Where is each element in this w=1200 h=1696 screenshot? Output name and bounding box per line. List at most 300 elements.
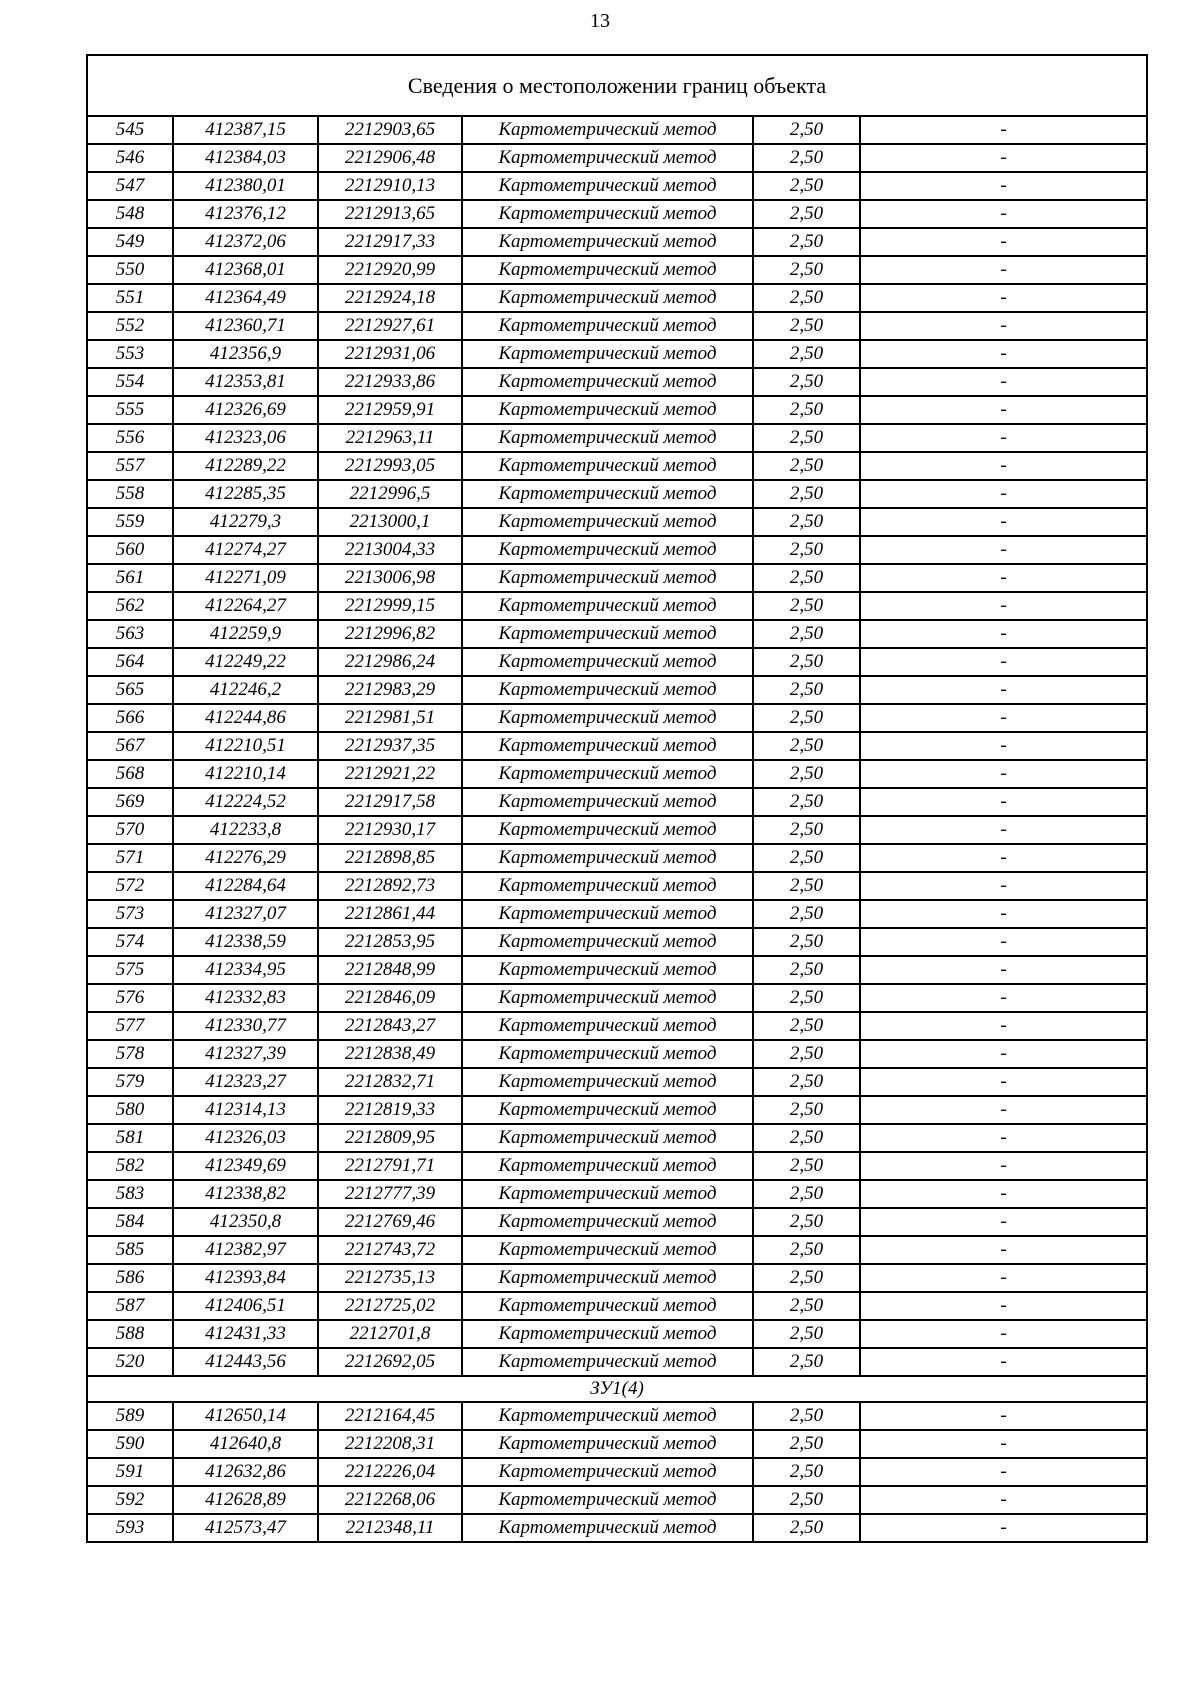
accuracy-cell: 2,50: [753, 1514, 860, 1542]
accuracy-cell: 2,50: [753, 1458, 860, 1486]
table-row: [87, 900, 1147, 928]
note-cell: -: [860, 1040, 1147, 1068]
x-coordinate-cell: 412387,15: [173, 116, 318, 144]
accuracy-cell: 2,50: [753, 1096, 860, 1124]
accuracy-cell: 2,50: [753, 1124, 860, 1152]
x-coordinate-cell: 412393,84: [173, 1264, 318, 1292]
x-coordinate-cell: 412640,8: [173, 1430, 318, 1458]
method-cell: Картометрический метод: [462, 1152, 753, 1180]
point-number-cell: 569: [87, 788, 173, 816]
y-coordinate-cell: 2212933,86: [318, 368, 462, 396]
method-cell: Картометрический метод: [462, 1180, 753, 1208]
x-coordinate-cell: 412284,64: [173, 872, 318, 900]
method-cell: Картометрический метод: [462, 396, 753, 424]
y-coordinate-cell: 2212846,09: [318, 984, 462, 1012]
method-cell: Картометрический метод: [462, 1348, 753, 1376]
note-cell: -: [860, 1180, 1147, 1208]
y-coordinate-cell: 2212809,95: [318, 1124, 462, 1152]
note-cell: -: [860, 788, 1147, 816]
point-number-cell: 563: [87, 620, 173, 648]
note-cell: -: [860, 760, 1147, 788]
x-coordinate-cell: 412259,9: [173, 620, 318, 648]
x-coordinate-cell: 412334,95: [173, 956, 318, 984]
note-cell: -: [860, 1068, 1147, 1096]
y-coordinate-cell: 2212963,11: [318, 424, 462, 452]
x-coordinate-cell: 412327,39: [173, 1040, 318, 1068]
point-number-cell: 562: [87, 592, 173, 620]
point-number-cell: 590: [87, 1430, 173, 1458]
point-number-cell: 560: [87, 536, 173, 564]
point-number-cell: 591: [87, 1458, 173, 1486]
method-cell: Картометрический метод: [462, 1430, 753, 1458]
x-coordinate-cell: 412632,86: [173, 1458, 318, 1486]
note-cell: -: [860, 1514, 1147, 1542]
x-coordinate-cell: 412332,83: [173, 984, 318, 1012]
accuracy-cell: 2,50: [753, 956, 860, 984]
point-number-cell: 549: [87, 228, 173, 256]
note-cell: -: [860, 480, 1147, 508]
point-number-cell: 576: [87, 984, 173, 1012]
x-coordinate-cell: 412360,71: [173, 312, 318, 340]
x-coordinate-cell: 412327,07: [173, 900, 318, 928]
note-cell: -: [860, 424, 1147, 452]
y-coordinate-cell: 2213000,1: [318, 508, 462, 536]
x-coordinate-cell: 412330,77: [173, 1012, 318, 1040]
y-coordinate-cell: 2212917,58: [318, 788, 462, 816]
accuracy-cell: 2,50: [753, 984, 860, 1012]
x-coordinate-cell: 412274,27: [173, 536, 318, 564]
x-coordinate-cell: 412323,27: [173, 1068, 318, 1096]
method-cell: Картометрический метод: [462, 872, 753, 900]
point-number-cell: 593: [87, 1514, 173, 1542]
note-cell: -: [860, 1152, 1147, 1180]
method-cell: Картометрический метод: [462, 704, 753, 732]
y-coordinate-cell: 2212924,18: [318, 284, 462, 312]
accuracy-cell: 2,50: [753, 1152, 860, 1180]
table-row: [87, 1514, 1147, 1542]
point-number-cell: 553: [87, 340, 173, 368]
x-coordinate-cell: 412246,2: [173, 676, 318, 704]
accuracy-cell: 2,50: [753, 1040, 860, 1068]
table-row: [87, 1068, 1147, 1096]
table-row: [87, 480, 1147, 508]
note-cell: -: [860, 172, 1147, 200]
y-coordinate-cell: 2212913,65: [318, 200, 462, 228]
table-row: [87, 144, 1147, 172]
note-cell: -: [860, 1236, 1147, 1264]
point-number-cell: 570: [87, 816, 173, 844]
y-coordinate-cell: 2212906,48: [318, 144, 462, 172]
y-coordinate-cell: 2212725,02: [318, 1292, 462, 1320]
method-cell: Картометрический метод: [462, 956, 753, 984]
point-number-cell: 557: [87, 452, 173, 480]
y-coordinate-cell: 2212268,06: [318, 1486, 462, 1514]
accuracy-cell: 2,50: [753, 1430, 860, 1458]
y-coordinate-cell: 2212993,05: [318, 452, 462, 480]
table-row: [87, 1264, 1147, 1292]
table-row: [87, 1292, 1147, 1320]
x-coordinate-cell: 412443,56: [173, 1348, 318, 1376]
x-coordinate-cell: 412210,14: [173, 760, 318, 788]
table-row: [87, 676, 1147, 704]
accuracy-cell: 2,50: [753, 872, 860, 900]
x-coordinate-cell: 412628,89: [173, 1486, 318, 1514]
note-cell: -: [860, 116, 1147, 144]
table-row: [87, 536, 1147, 564]
method-cell: Картометрический метод: [462, 1402, 753, 1430]
accuracy-cell: 2,50: [753, 536, 860, 564]
accuracy-cell: 2,50: [753, 480, 860, 508]
y-coordinate-cell: 2212838,49: [318, 1040, 462, 1068]
point-number-cell: 580: [87, 1096, 173, 1124]
y-coordinate-cell: 2212735,13: [318, 1264, 462, 1292]
x-coordinate-cell: 412210,51: [173, 732, 318, 760]
y-coordinate-cell: 2212986,24: [318, 648, 462, 676]
table-row: [87, 368, 1147, 396]
method-cell: Картометрический метод: [462, 676, 753, 704]
y-coordinate-cell: 2212769,46: [318, 1208, 462, 1236]
accuracy-cell: 2,50: [753, 228, 860, 256]
note-cell: -: [860, 368, 1147, 396]
accuracy-cell: 2,50: [753, 592, 860, 620]
accuracy-cell: 2,50: [753, 368, 860, 396]
point-number-cell: 567: [87, 732, 173, 760]
accuracy-cell: 2,50: [753, 1180, 860, 1208]
table-row: [87, 1124, 1147, 1152]
point-number-cell: 566: [87, 704, 173, 732]
method-cell: Картометрический метод: [462, 1320, 753, 1348]
method-cell: Картометрический метод: [462, 1264, 753, 1292]
y-coordinate-cell: 2212777,39: [318, 1180, 462, 1208]
accuracy-cell: 2,50: [753, 1402, 860, 1430]
accuracy-cell: 2,50: [753, 760, 860, 788]
method-cell: Картометрический метод: [462, 144, 753, 172]
note-cell: -: [860, 1124, 1147, 1152]
y-coordinate-cell: 2212853,95: [318, 928, 462, 956]
method-cell: Картометрический метод: [462, 536, 753, 564]
accuracy-cell: 2,50: [753, 816, 860, 844]
table-row: [87, 116, 1147, 144]
y-coordinate-cell: 2212917,33: [318, 228, 462, 256]
x-coordinate-cell: 412573,47: [173, 1514, 318, 1542]
x-coordinate-cell: 412376,12: [173, 200, 318, 228]
y-coordinate-cell: 2212999,15: [318, 592, 462, 620]
table-row: [87, 1152, 1147, 1180]
y-coordinate-cell: 2212791,71: [318, 1152, 462, 1180]
note-cell: -: [860, 256, 1147, 284]
x-coordinate-cell: 412264,27: [173, 592, 318, 620]
table-row: [87, 928, 1147, 956]
accuracy-cell: 2,50: [753, 452, 860, 480]
point-number-cell: 555: [87, 396, 173, 424]
table-row: [87, 704, 1147, 732]
y-coordinate-cell: 2212832,71: [318, 1068, 462, 1096]
method-cell: Картометрический метод: [462, 1458, 753, 1486]
accuracy-cell: 2,50: [753, 1236, 860, 1264]
note-cell: -: [860, 1012, 1147, 1040]
method-cell: Картометрический метод: [462, 368, 753, 396]
accuracy-cell: 2,50: [753, 1208, 860, 1236]
point-number-cell: 545: [87, 116, 173, 144]
table-row: [87, 1040, 1147, 1068]
y-coordinate-cell: 2212910,13: [318, 172, 462, 200]
accuracy-cell: 2,50: [753, 900, 860, 928]
table-row: [87, 1458, 1147, 1486]
y-coordinate-cell: 2212927,61: [318, 312, 462, 340]
note-cell: -: [860, 984, 1147, 1012]
method-cell: Картометрический метод: [462, 788, 753, 816]
point-number-cell: 584: [87, 1208, 173, 1236]
table-row: [87, 1096, 1147, 1124]
point-number-cell: 551: [87, 284, 173, 312]
method-cell: Картометрический метод: [462, 620, 753, 648]
note-cell: -: [860, 452, 1147, 480]
accuracy-cell: 2,50: [753, 620, 860, 648]
table-row: [87, 1430, 1147, 1458]
point-number-cell: 554: [87, 368, 173, 396]
table-row: [87, 1208, 1147, 1236]
note-cell: -: [860, 340, 1147, 368]
method-cell: Картометрический метод: [462, 1486, 753, 1514]
note-cell: -: [860, 620, 1147, 648]
y-coordinate-cell: 2212164,45: [318, 1402, 462, 1430]
table-row: [87, 1320, 1147, 1348]
y-coordinate-cell: 2212996,82: [318, 620, 462, 648]
y-coordinate-cell: 2212931,06: [318, 340, 462, 368]
y-coordinate-cell: 2212848,99: [318, 956, 462, 984]
method-cell: Картометрический метод: [462, 760, 753, 788]
accuracy-cell: 2,50: [753, 116, 860, 144]
table-row: [87, 1180, 1147, 1208]
x-coordinate-cell: 412368,01: [173, 256, 318, 284]
table-row: [87, 816, 1147, 844]
method-cell: Картометрический метод: [462, 1012, 753, 1040]
method-cell: Картометрический метод: [462, 424, 753, 452]
x-coordinate-cell: 412353,81: [173, 368, 318, 396]
x-coordinate-cell: 412244,86: [173, 704, 318, 732]
note-cell: -: [860, 228, 1147, 256]
table-row: [87, 564, 1147, 592]
point-number-cell: 574: [87, 928, 173, 956]
x-coordinate-cell: 412350,8: [173, 1208, 318, 1236]
x-coordinate-cell: 412338,82: [173, 1180, 318, 1208]
accuracy-cell: 2,50: [753, 928, 860, 956]
x-coordinate-cell: 412279,3: [173, 508, 318, 536]
method-cell: Картометрический метод: [462, 1236, 753, 1264]
method-cell: Картометрический метод: [462, 312, 753, 340]
accuracy-cell: 2,50: [753, 1292, 860, 1320]
accuracy-cell: 2,50: [753, 256, 860, 284]
x-coordinate-cell: 412372,06: [173, 228, 318, 256]
x-coordinate-cell: 412650,14: [173, 1402, 318, 1430]
accuracy-cell: 2,50: [753, 1264, 860, 1292]
y-coordinate-cell: 2212959,91: [318, 396, 462, 424]
table-row: [87, 172, 1147, 200]
x-coordinate-cell: 412271,09: [173, 564, 318, 592]
point-number-cell: 583: [87, 1180, 173, 1208]
accuracy-cell: 2,50: [753, 144, 860, 172]
x-coordinate-cell: 412323,06: [173, 424, 318, 452]
y-coordinate-cell: 2212819,33: [318, 1096, 462, 1124]
x-coordinate-cell: 412382,97: [173, 1236, 318, 1264]
table-row: [87, 760, 1147, 788]
table-row: [87, 956, 1147, 984]
point-number-cell: 565: [87, 676, 173, 704]
table-row: [87, 228, 1147, 256]
accuracy-cell: 2,50: [753, 424, 860, 452]
y-coordinate-cell: 2212692,05: [318, 1348, 462, 1376]
method-cell: Картометрический метод: [462, 1040, 753, 1068]
note-cell: -: [860, 200, 1147, 228]
method-cell: Картометрический метод: [462, 1208, 753, 1236]
point-number-cell: 550: [87, 256, 173, 284]
table-row: [87, 1348, 1147, 1376]
note-cell: -: [860, 1320, 1147, 1348]
table-row: [87, 732, 1147, 760]
point-number-cell: 587: [87, 1292, 173, 1320]
note-cell: -: [860, 284, 1147, 312]
x-coordinate-cell: 412431,33: [173, 1320, 318, 1348]
point-number-cell: 561: [87, 564, 173, 592]
point-number-cell: 592: [87, 1486, 173, 1514]
method-cell: Картометрический метод: [462, 200, 753, 228]
section-row: [87, 1376, 1147, 1402]
y-coordinate-cell: 2212701,8: [318, 1320, 462, 1348]
x-coordinate-cell: 412314,13: [173, 1096, 318, 1124]
note-cell: -: [860, 956, 1147, 984]
note-cell: -: [860, 1430, 1147, 1458]
note-cell: -: [860, 508, 1147, 536]
note-cell: -: [860, 732, 1147, 760]
y-coordinate-cell: 2212981,51: [318, 704, 462, 732]
method-cell: Картометрический метод: [462, 984, 753, 1012]
method-cell: Картометрический метод: [462, 284, 753, 312]
accuracy-cell: 2,50: [753, 648, 860, 676]
table-row: [87, 508, 1147, 536]
y-coordinate-cell: 2213006,98: [318, 564, 462, 592]
point-number-cell: 572: [87, 872, 173, 900]
method-cell: Картометрический метод: [462, 1514, 753, 1542]
accuracy-cell: 2,50: [753, 312, 860, 340]
y-coordinate-cell: 2212861,44: [318, 900, 462, 928]
accuracy-cell: 2,50: [753, 396, 860, 424]
note-cell: -: [860, 648, 1147, 676]
accuracy-cell: 2,50: [753, 1320, 860, 1348]
table-row: [87, 788, 1147, 816]
point-number-cell: 588: [87, 1320, 173, 1348]
method-cell: Картометрический метод: [462, 732, 753, 760]
table-row: [87, 872, 1147, 900]
accuracy-cell: 2,50: [753, 564, 860, 592]
y-coordinate-cell: 2212983,29: [318, 676, 462, 704]
accuracy-cell: 2,50: [753, 284, 860, 312]
accuracy-cell: 2,50: [753, 1486, 860, 1514]
point-number-cell: 573: [87, 900, 173, 928]
point-number-cell: 582: [87, 1152, 173, 1180]
y-coordinate-cell: 2212898,85: [318, 844, 462, 872]
note-cell: -: [860, 592, 1147, 620]
method-cell: Картометрический метод: [462, 564, 753, 592]
note-cell: -: [860, 1264, 1147, 1292]
y-coordinate-cell: 2212843,27: [318, 1012, 462, 1040]
method-cell: Картометрический метод: [462, 900, 753, 928]
note-cell: -: [860, 872, 1147, 900]
accuracy-cell: 2,50: [753, 704, 860, 732]
method-cell: Картометрический метод: [462, 480, 753, 508]
x-coordinate-cell: 412289,22: [173, 452, 318, 480]
accuracy-cell: 2,50: [753, 172, 860, 200]
point-number-cell: 579: [87, 1068, 173, 1096]
point-number-cell: 585: [87, 1236, 173, 1264]
x-coordinate-cell: 412285,35: [173, 480, 318, 508]
note-cell: -: [860, 144, 1147, 172]
note-cell: -: [860, 1486, 1147, 1514]
method-cell: Картометрический метод: [462, 816, 753, 844]
y-coordinate-cell: 2212996,5: [318, 480, 462, 508]
y-coordinate-cell: 2212208,31: [318, 1430, 462, 1458]
method-cell: Картометрический метод: [462, 1292, 753, 1320]
x-coordinate-cell: 412233,8: [173, 816, 318, 844]
note-cell: -: [860, 676, 1147, 704]
note-cell: -: [860, 704, 1147, 732]
point-number-cell: 558: [87, 480, 173, 508]
point-number-cell: 556: [87, 424, 173, 452]
y-coordinate-cell: 2212903,65: [318, 116, 462, 144]
section-label: ЗУ1(4): [87, 1376, 1147, 1402]
method-cell: Картометрический метод: [462, 508, 753, 536]
note-cell: -: [860, 900, 1147, 928]
table-row: [87, 312, 1147, 340]
table-row: [87, 620, 1147, 648]
x-coordinate-cell: 412364,49: [173, 284, 318, 312]
table-row: [87, 1012, 1147, 1040]
accuracy-cell: 2,50: [753, 676, 860, 704]
y-coordinate-cell: 2212743,72: [318, 1236, 462, 1264]
point-number-cell: 559: [87, 508, 173, 536]
point-number-cell: 552: [87, 312, 173, 340]
table-row: [87, 1402, 1147, 1430]
x-coordinate-cell: 412406,51: [173, 1292, 318, 1320]
note-cell: -: [860, 1292, 1147, 1320]
table-row: [87, 1486, 1147, 1514]
method-cell: Картометрический метод: [462, 116, 753, 144]
method-cell: Картометрический метод: [462, 340, 753, 368]
table-title-row: [87, 55, 1147, 116]
x-coordinate-cell: 412276,29: [173, 844, 318, 872]
table-title: Сведения о местоположении границ объекта: [87, 55, 1147, 116]
accuracy-cell: 2,50: [753, 844, 860, 872]
x-coordinate-cell: 412356,9: [173, 340, 318, 368]
y-coordinate-cell: 2212921,22: [318, 760, 462, 788]
note-cell: -: [860, 536, 1147, 564]
table-row: [87, 844, 1147, 872]
table-row: [87, 256, 1147, 284]
note-cell: -: [860, 396, 1147, 424]
x-coordinate-cell: 412349,69: [173, 1152, 318, 1180]
table-row: [87, 200, 1147, 228]
table-row: [87, 396, 1147, 424]
x-coordinate-cell: 412384,03: [173, 144, 318, 172]
method-cell: Картометрический метод: [462, 1124, 753, 1152]
accuracy-cell: 2,50: [753, 732, 860, 760]
point-number-cell: 577: [87, 1012, 173, 1040]
method-cell: Картометрический метод: [462, 844, 753, 872]
point-number-cell: 571: [87, 844, 173, 872]
method-cell: Картометрический метод: [462, 592, 753, 620]
table-row: [87, 452, 1147, 480]
table-row: [87, 284, 1147, 312]
accuracy-cell: 2,50: [753, 340, 860, 368]
